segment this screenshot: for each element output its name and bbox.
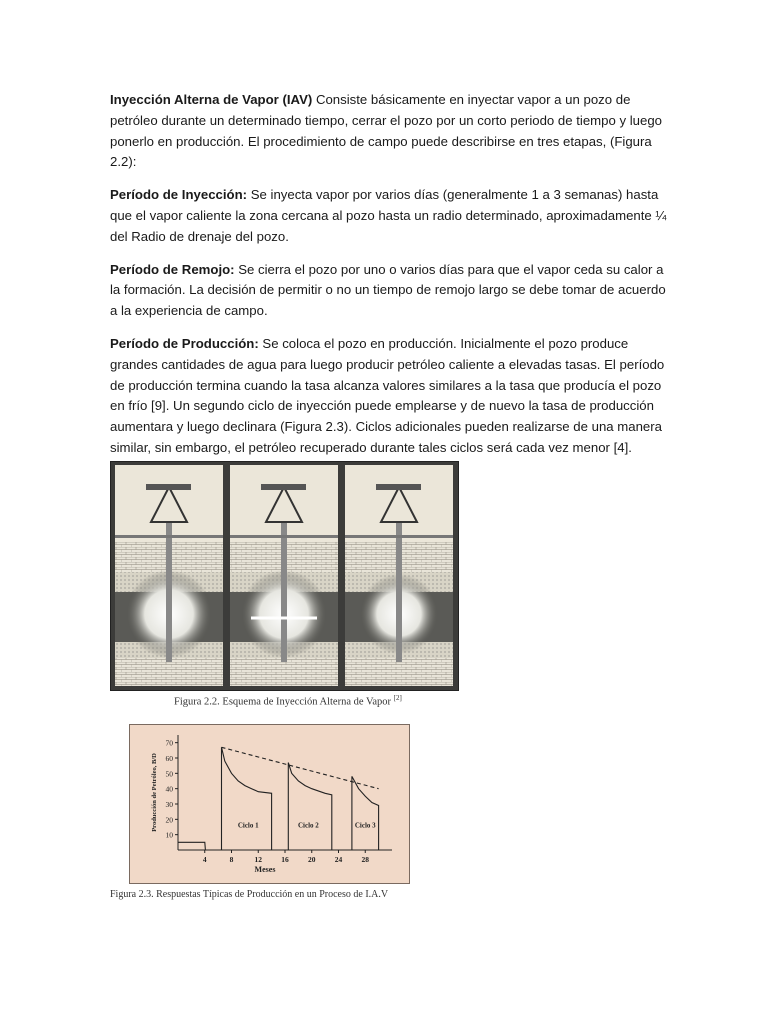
- x-tick-label: 12: [254, 855, 262, 864]
- paragraph-inyeccion: [110, 185, 670, 247]
- body-text: [110, 90, 670, 471]
- paragraph-remojo-text: Se cierra el pozo por uno o varios días para que el vapor ceda su calor a la formación. La decisión de permitir o no un tiempo de remojo largo se debe tomar de acuerdo a la experiencia de campo.: [110, 261, 666, 319]
- paragraph-produccion: [110, 334, 670, 459]
- cycle-label: Ciclo 2: [298, 821, 319, 830]
- y-tick-label: 70: [165, 738, 173, 748]
- x-tick-label: 28: [361, 855, 369, 864]
- paragraph-produccion-heading: Período de Producción:: [110, 335, 259, 351]
- panel-remojo: [230, 465, 338, 686]
- y-tick-label: 40: [165, 784, 173, 794]
- production-chart: [130, 725, 409, 883]
- x-tick-label: 4: [202, 855, 207, 864]
- x-tick-label: 8: [229, 855, 234, 864]
- cycle-label: Ciclo 1: [237, 821, 259, 830]
- paragraph-inyeccion-heading: Período de Inyección:: [110, 187, 248, 203]
- x-axis-label: Meses: [254, 865, 276, 874]
- y-axis-label: Producción de Petróleo, B/D: [151, 753, 158, 832]
- cycle-label: Ciclo 3: [354, 821, 376, 830]
- y-tick-label: 60: [165, 754, 173, 763]
- paragraph-iav: [110, 90, 670, 173]
- figure-2-2-caption-text: Figura 2.2. Esquema de Inyección Alterna de Vapor: [174, 696, 394, 708]
- x-tick-label: 20: [308, 855, 316, 864]
- paragraph-produccion-text: Se coloca el pozo en producción. Inicialmente el pozo produce grandes cantidades de agua para luego producir petróleo caliente a elevadas tasas. El período de producción termina cuando la tasa alcanza valores similares a la tasa que producía el pozo en frío [9]. Un segundo ciclo de inyección puede emplearse y de nuevo la tasa de producción aumentara y luego declinara (Figura 2.3). Ciclos adicionales pueden realizarse de una manera similar, sin embargo, el petróleo recuperado durante tales ciclos será cada vez menor [4].: [110, 335, 665, 455]
- figure-2-2-caption: [174, 694, 434, 708]
- panel-inyeccion: [115, 465, 223, 686]
- y-tick-label: 30: [165, 800, 173, 809]
- x-tick-label: 16: [281, 855, 289, 864]
- figure-2-2-schematic: [110, 461, 459, 691]
- panel-produccion: [345, 465, 453, 686]
- paragraph-iav-text: Consiste básicamente en inyectar vapor a un pozo de petróleo durante un determinado tiempo, cerrar el pozo por un corto periodo de tiempo y luego ponerlo en producción. El procedimiento de campo puede describirse en tres etapas, (Figura 2.2):: [110, 92, 663, 170]
- y-tick-label: 10: [165, 830, 173, 840]
- x-tick-label: 24: [334, 855, 343, 864]
- paragraph-inyeccion-text: Se inyecta vapor por varios días (generalmente 1 a 3 semanas) hasta que el vapor caliente la zona cercana al pozo hasta un radio determinado, aproximadamente ¼ del Radio de drenaje del pozo.: [110, 187, 667, 244]
- paragraph-remojo-heading: Período de Remojo:: [110, 261, 235, 277]
- paragraph-iav-heading: Inyección Alterna de Vapor (IAV): [110, 92, 313, 107]
- figure-2-2-caption-ref: [2]: [393, 694, 402, 702]
- y-tick-label: 50: [165, 769, 173, 779]
- figure-2-3-chart: [129, 724, 410, 884]
- y-tick-label: 20: [165, 815, 173, 825]
- figure-2-3-caption: Figura 2.3. Respuestas Típicas de Producción en un Proceso de I.A.V: [110, 889, 389, 900]
- paragraph-remojo: [110, 260, 670, 322]
